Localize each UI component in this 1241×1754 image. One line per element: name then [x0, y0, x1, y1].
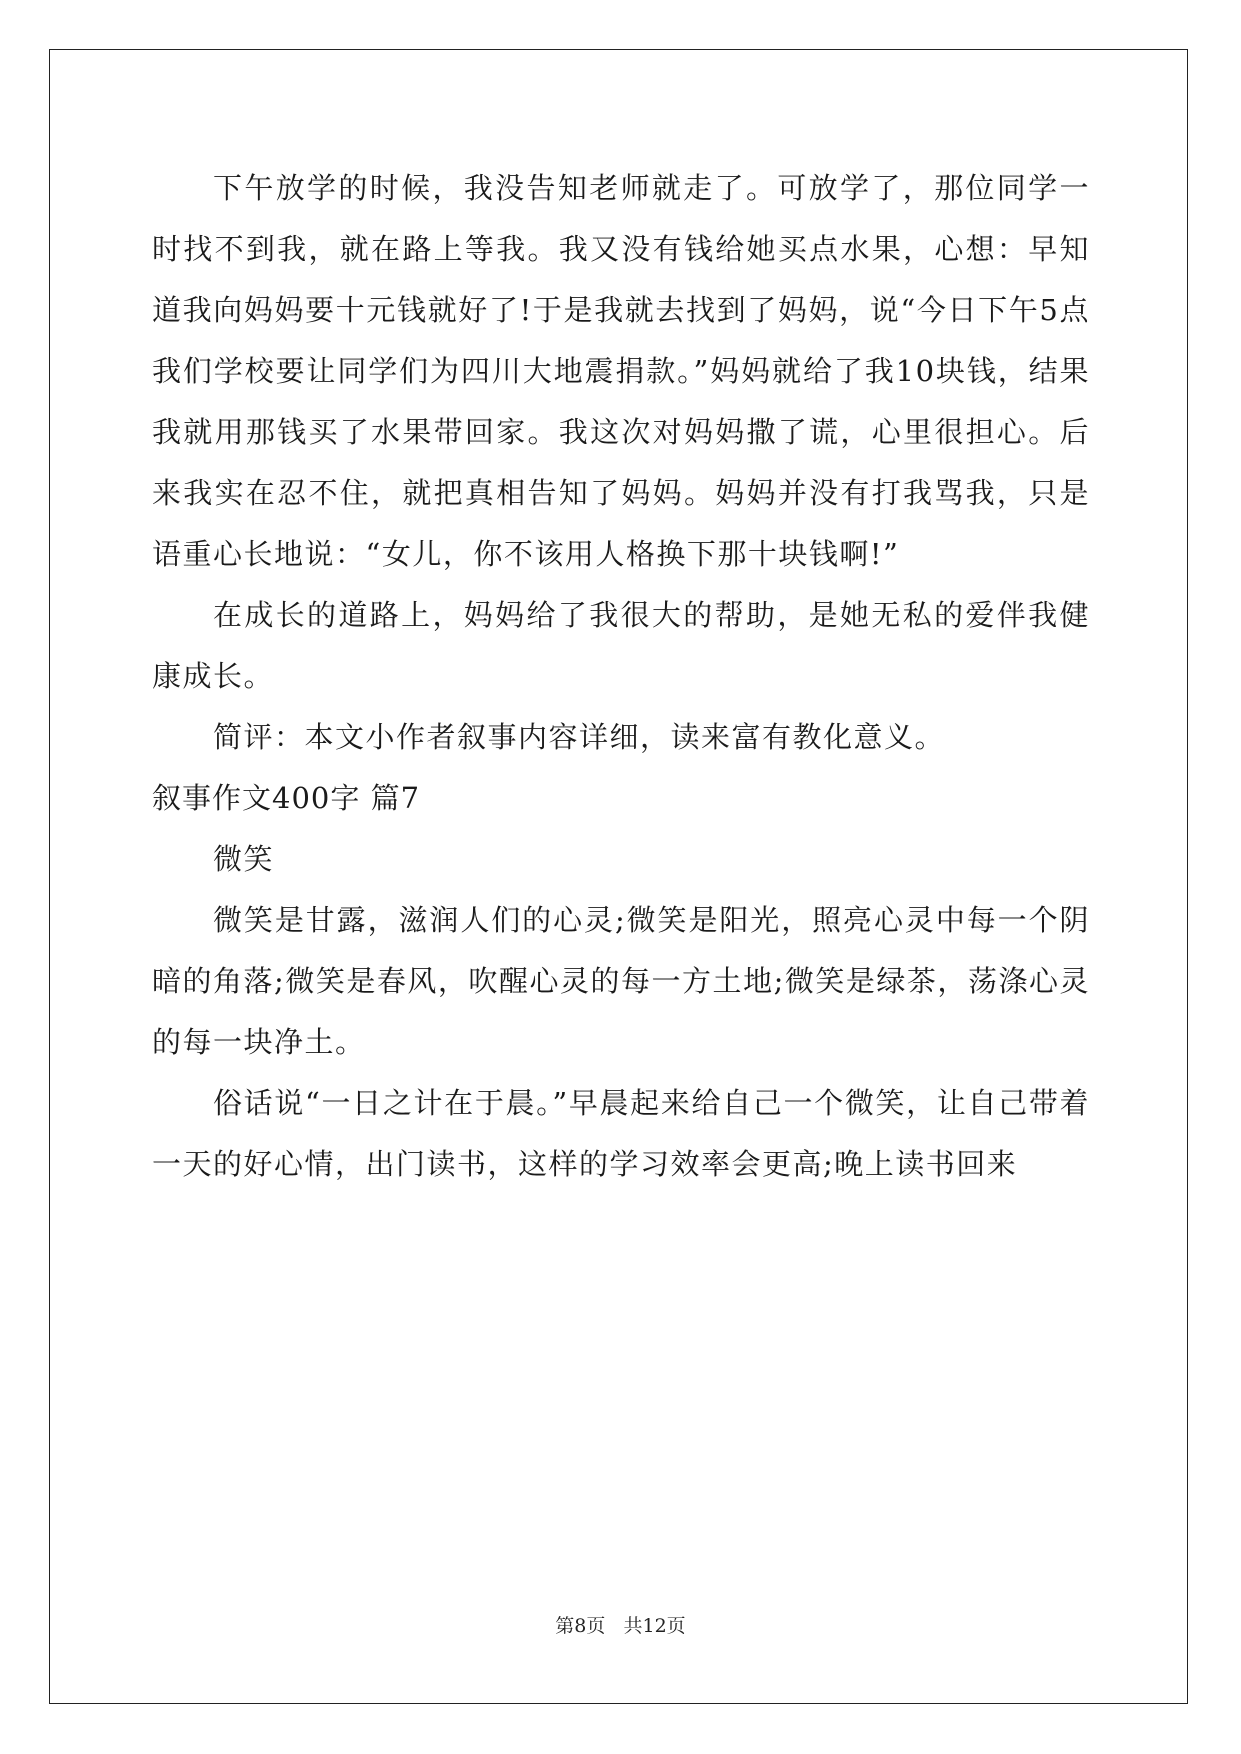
- essay-title: 微笑: [213, 842, 275, 876]
- document-body: [152, 158, 1090, 1195]
- paragraph-smile-metaphor: 微笑是甘露，滋润人们的心灵;微笑是阳光，照亮心灵中每一个阴暗的角落;微笑是春风，吹醒心灵的每一方土地;微笑是绿茶，荡涤心灵的每一块净土。: [152, 903, 1090, 1059]
- section-heading: 叙事作文400字 篇7: [152, 781, 421, 815]
- paragraph-growth: 在成长的道路上，妈妈给了我很大的帮助，是她无私的爱伴我健康成长。: [152, 598, 1090, 693]
- page-number-footer: 第8页 共12页: [555, 1615, 686, 1637]
- paragraph-morning: 俗话说“一日之计在于晨。”早晨起来给自己一个微笑，让自己带着一天的好心情，出门读书，这样的学习效率会更高;晚上读书回来: [152, 1086, 1090, 1181]
- paragraph-comment: 简评：本文小作者叙事内容详细，读来富有教化意义。: [213, 720, 946, 754]
- paragraph-lie-story: 下午放学的时候，我没告知老师就走了。可放学了，那位同学一时找不到我，就在路上等我。我又没有钱给她买点水果，心想：早知道我向妈妈要十元钱就好了!于是我就去找到了妈妈，说“今日下午5点我们学校要让同学们为四川大地震捐款。”妈妈就给了我10块钱，结果我就用那钱买了水果带回家。我这次对妈妈撒了谎，心里很担心。后来我实在忍不住，就把真相告知了妈妈。妈妈并没有打我骂我，只是语重心长地说：“女儿，你不该用人格换下那十块钱啊!”: [152, 171, 1090, 571]
